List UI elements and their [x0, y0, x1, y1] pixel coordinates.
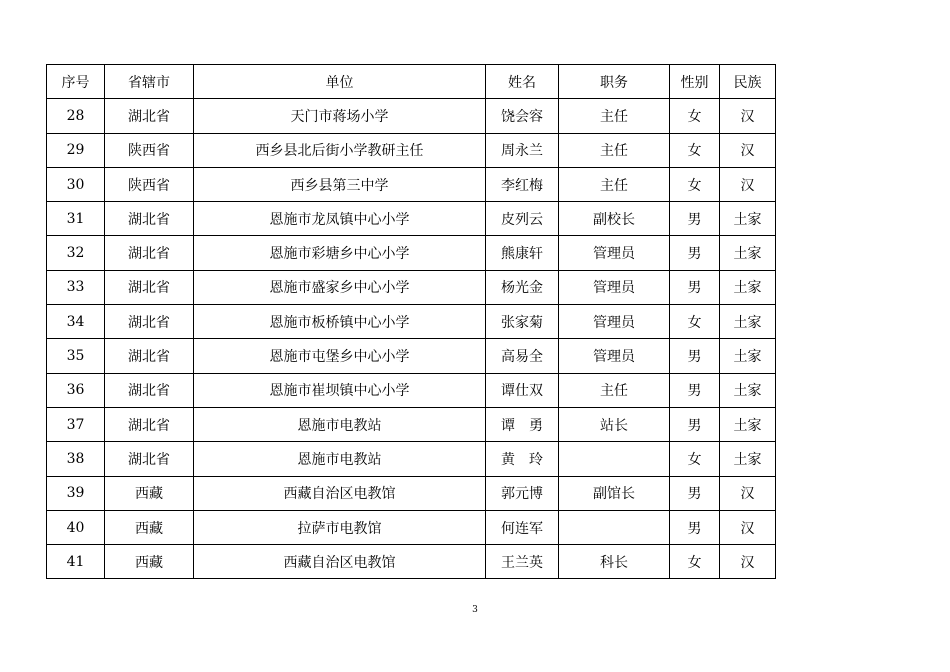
page-number: 3 — [472, 605, 478, 615]
cell-gender: 女 — [670, 305, 720, 339]
table-row — [47, 442, 776, 476]
cell-province: 陕西省 — [105, 167, 194, 201]
cell-seq: 30 — [47, 167, 105, 201]
cell-unit: 恩施市屯堡乡中心小学 — [194, 339, 486, 373]
cell-gender: 男 — [670, 510, 720, 544]
cell-seq: 31 — [47, 202, 105, 236]
cell-gender: 男 — [670, 476, 720, 510]
cell-gender: 女 — [670, 133, 720, 167]
header-ethnicity: 民族 — [720, 65, 776, 99]
cell-province: 湖北省 — [105, 236, 194, 270]
cell-position: 主任 — [559, 373, 670, 407]
cell-province: 陕西省 — [105, 133, 194, 167]
cell-province: 湖北省 — [105, 407, 194, 441]
table-row — [47, 407, 776, 441]
cell-gender: 男 — [670, 407, 720, 441]
cell-province: 西藏 — [105, 510, 194, 544]
cell-name: 谭 勇 — [486, 407, 559, 441]
cell-unit: 西藏自治区电教馆 — [194, 476, 486, 510]
cell-gender: 男 — [670, 373, 720, 407]
cell-ethnicity: 汉 — [720, 545, 776, 579]
cell-gender: 男 — [670, 339, 720, 373]
cell-province: 湖北省 — [105, 270, 194, 304]
cell-position: 副馆长 — [559, 476, 670, 510]
cell-ethnicity: 土家 — [720, 270, 776, 304]
cell-position — [559, 442, 670, 476]
table-body — [47, 99, 776, 579]
cell-position: 管理员 — [559, 236, 670, 270]
cell-unit: 恩施市龙凤镇中心小学 — [194, 202, 486, 236]
cell-unit: 恩施市盛家乡中心小学 — [194, 270, 486, 304]
cell-unit: 西藏自治区电教馆 — [194, 545, 486, 579]
cell-province: 西藏 — [105, 476, 194, 510]
table-row — [47, 99, 776, 133]
cell-province: 湖北省 — [105, 339, 194, 373]
cell-ethnicity: 土家 — [720, 442, 776, 476]
cell-ethnicity: 汉 — [720, 167, 776, 201]
header-position: 职务 — [559, 65, 670, 99]
cell-ethnicity: 土家 — [720, 236, 776, 270]
cell-unit: 恩施市彩塘乡中心小学 — [194, 236, 486, 270]
cell-ethnicity: 汉 — [720, 510, 776, 544]
cell-seq: 37 — [47, 407, 105, 441]
cell-unit: 拉萨市电教馆 — [194, 510, 486, 544]
cell-seq: 32 — [47, 236, 105, 270]
table-row — [47, 133, 776, 167]
cell-seq: 33 — [47, 270, 105, 304]
cell-seq: 41 — [47, 545, 105, 579]
cell-gender: 女 — [670, 167, 720, 201]
table-row — [47, 270, 776, 304]
cell-gender: 女 — [670, 545, 720, 579]
cell-gender: 男 — [670, 270, 720, 304]
cell-name: 李红梅 — [486, 167, 559, 201]
cell-name: 高易全 — [486, 339, 559, 373]
cell-name: 何连军 — [486, 510, 559, 544]
cell-position: 管理员 — [559, 305, 670, 339]
cell-position: 主任 — [559, 167, 670, 201]
cell-seq: 35 — [47, 339, 105, 373]
table-row — [47, 373, 776, 407]
cell-name: 饶会容 — [486, 99, 559, 133]
cell-unit: 恩施市电教站 — [194, 407, 486, 441]
cell-ethnicity: 汉 — [720, 133, 776, 167]
cell-province: 西藏 — [105, 545, 194, 579]
cell-seq: 40 — [47, 510, 105, 544]
cell-unit: 天门市蒋场小学 — [194, 99, 486, 133]
cell-name: 熊康轩 — [486, 236, 559, 270]
cell-gender: 男 — [670, 202, 720, 236]
cell-ethnicity: 汉 — [720, 99, 776, 133]
cell-seq: 36 — [47, 373, 105, 407]
cell-ethnicity: 土家 — [720, 373, 776, 407]
cell-name: 皮列云 — [486, 202, 559, 236]
table-header-row — [47, 65, 776, 99]
cell-name: 周永兰 — [486, 133, 559, 167]
personnel-table — [46, 64, 776, 579]
cell-province: 湖北省 — [105, 202, 194, 236]
table-row — [47, 510, 776, 544]
cell-ethnicity: 土家 — [720, 202, 776, 236]
cell-position: 站长 — [559, 407, 670, 441]
table-row — [47, 545, 776, 579]
cell-name: 黄 玲 — [486, 442, 559, 476]
cell-unit: 西乡县第三中学 — [194, 167, 486, 201]
header-unit: 单位 — [194, 65, 486, 99]
cell-ethnicity: 土家 — [720, 407, 776, 441]
cell-position: 管理员 — [559, 339, 670, 373]
cell-seq: 38 — [47, 442, 105, 476]
cell-name: 王兰英 — [486, 545, 559, 579]
header-seq: 序号 — [47, 65, 105, 99]
cell-seq: 34 — [47, 305, 105, 339]
cell-position: 副校长 — [559, 202, 670, 236]
cell-ethnicity: 汉 — [720, 476, 776, 510]
cell-province: 湖北省 — [105, 99, 194, 133]
header-province: 省辖市 — [105, 65, 194, 99]
table-row — [47, 236, 776, 270]
cell-gender: 女 — [670, 442, 720, 476]
cell-province: 湖北省 — [105, 305, 194, 339]
cell-ethnicity: 土家 — [720, 305, 776, 339]
cell-position — [559, 510, 670, 544]
table-row — [47, 167, 776, 201]
cell-name: 杨光金 — [486, 270, 559, 304]
cell-seq: 29 — [47, 133, 105, 167]
cell-position: 科长 — [559, 545, 670, 579]
cell-unit: 恩施市电教站 — [194, 442, 486, 476]
header-gender: 性别 — [670, 65, 720, 99]
cell-unit: 西乡县北后街小学教研主任 — [194, 133, 486, 167]
table-row — [47, 339, 776, 373]
cell-gender: 女 — [670, 99, 720, 133]
table-row — [47, 305, 776, 339]
cell-ethnicity: 土家 — [720, 339, 776, 373]
cell-province: 湖北省 — [105, 442, 194, 476]
cell-unit: 恩施市板桥镇中心小学 — [194, 305, 486, 339]
cell-province: 湖北省 — [105, 373, 194, 407]
table-row — [47, 476, 776, 510]
cell-name: 张家菊 — [486, 305, 559, 339]
cell-seq: 39 — [47, 476, 105, 510]
table-row — [47, 202, 776, 236]
cell-position: 管理员 — [559, 270, 670, 304]
cell-name: 谭仕双 — [486, 373, 559, 407]
cell-position: 主任 — [559, 133, 670, 167]
cell-unit: 恩施市崔坝镇中心小学 — [194, 373, 486, 407]
cell-seq: 28 — [47, 99, 105, 133]
cell-name: 郭元博 — [486, 476, 559, 510]
header-name: 姓名 — [486, 65, 559, 99]
cell-position: 主任 — [559, 99, 670, 133]
cell-gender: 男 — [670, 236, 720, 270]
